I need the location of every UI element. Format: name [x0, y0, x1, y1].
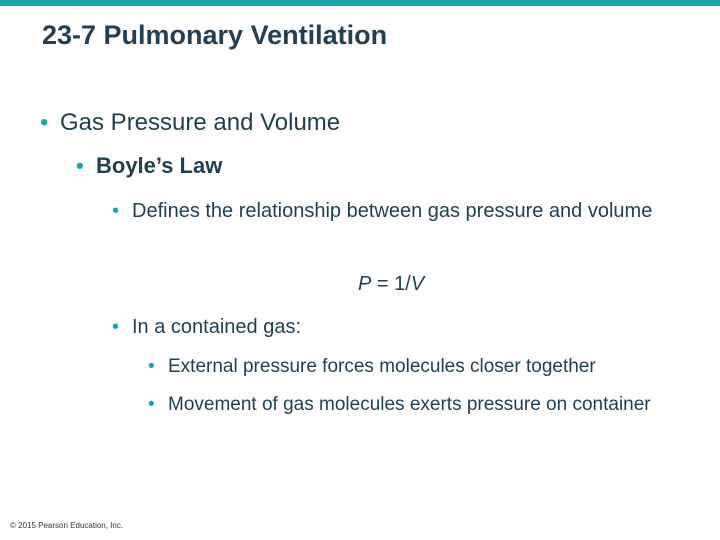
bullet-text: In a contained gas:: [132, 316, 302, 338]
top-accent-bar: [0, 0, 720, 6]
bullet-text: Gas Pressure and Volume: [60, 109, 341, 136]
bullet-contained-gas: [112, 311, 301, 343]
copyright-footer: © 2015 Pearson Education, Inc.: [10, 521, 124, 530]
bullet-dot: •: [148, 356, 155, 377]
boyles-law-equation: [358, 273, 424, 296]
slide-title: 23-7 Pulmonary Ventilation: [42, 20, 388, 50]
bullet-boyles-law: [76, 150, 222, 182]
bullet-gas-pressure: [40, 107, 340, 139]
bullet-text: Boyle’s Law: [96, 153, 223, 178]
bullet-movement-molecules: [148, 389, 668, 421]
bullet-dot: •: [112, 316, 120, 338]
bullet-dot: •: [40, 109, 49, 136]
bullet-dot: •: [76, 153, 84, 178]
bullet-external-pressure: [148, 351, 596, 383]
bullet-defines-relationship: [112, 195, 702, 227]
bullet-text: Movement of gas molecules exerts pressure on container: [168, 394, 651, 415]
bullet-text: Defines the relationship between gas pressure and volume: [132, 200, 653, 222]
bullet-text: External pressure forces molecules closer together: [168, 356, 596, 377]
equation-text: P = 1/V: [358, 273, 425, 295]
bullet-dot: •: [112, 200, 120, 222]
bullet-dot: •: [148, 394, 155, 415]
